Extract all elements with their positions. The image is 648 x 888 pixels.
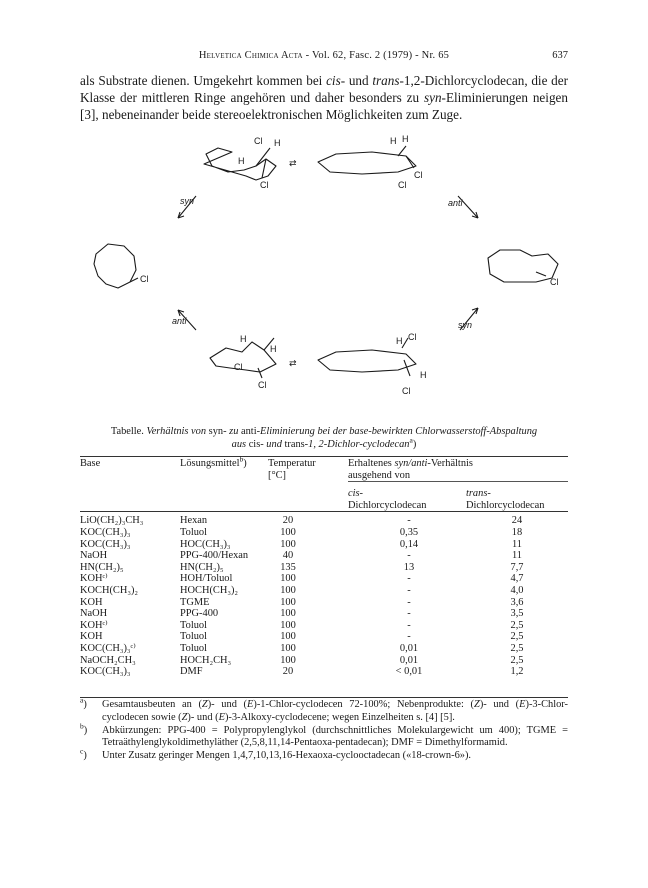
- table-bottom-rule: [80, 697, 568, 698]
- cell-trans: 3,6: [510, 596, 524, 608]
- subheader-trans: [466, 482, 568, 512]
- subheader-trans-name: Dichlorcyclodecan: [466, 499, 545, 511]
- page-number: 637: [552, 50, 568, 61]
- footnote-b: $^b$) Abkürzungen: PPG-400 = Polypropylenglykol (durchschnittliches Molekulargewicht um 400); TGME = Tetraäthylenglykoldimethyläther (2,5,8,11,14-Pentaoxa-pentadecan); DMF = Dimethylformamid.: [80, 721, 568, 749]
- label-anti: anti: [448, 198, 463, 208]
- footnote-e: E: [519, 699, 526, 710]
- cell-base: KOH: [80, 596, 103, 608]
- cell-temp: 40: [282, 550, 294, 562]
- footnote-text: Unter Zusatz geringer Mengen 1,4,7,10,13,16-Hexaoxa-cyclooctadecan («18-crown-6»).: [102, 750, 472, 762]
- cell-cis: -: [407, 573, 411, 585]
- label-cl: Cl: [408, 332, 417, 342]
- header-temp-unit: [°C]: [268, 469, 287, 481]
- cell-solvent: HOCH₂CH₃: [180, 654, 232, 666]
- footnote-text: )-3-Alkoxy-cyclodecene; wegen Einzelheiten s. [4] [5].: [224, 711, 455, 723]
- caption-text: ): [412, 439, 417, 450]
- footnote-text: )-1-Chlor-cyclodecen 72-100%; Nebenprodukte: (: [253, 699, 475, 710]
- label-syn: syn: [458, 320, 473, 330]
- footnotes: [80, 695, 568, 763]
- cell-base: HN(CH₂)₅: [80, 561, 124, 573]
- caption-text: und: [266, 439, 282, 450]
- cell-solvent: TGME: [180, 596, 210, 608]
- footnote-z: Z: [474, 699, 480, 710]
- label-cl: Cl: [254, 136, 263, 146]
- table-row: [80, 666, 568, 678]
- label-h: H: [402, 134, 409, 144]
- footnote-z: Z: [201, 699, 208, 710]
- cell-trans: 11: [511, 538, 522, 550]
- footnote-e: E: [218, 711, 225, 723]
- table-row: [80, 597, 568, 609]
- header-temp: [268, 458, 348, 482]
- cell-cis: -: [407, 619, 411, 631]
- label-cl: Cl: [402, 386, 411, 396]
- table-row: [80, 620, 568, 632]
- subheader-trans-prefix: trans-: [466, 488, 491, 500]
- journal-name: Helvetica Chimica Acta: [198, 50, 303, 61]
- label-h: H: [270, 344, 277, 354]
- table-row: [80, 515, 568, 527]
- cell-temp: 100: [280, 584, 296, 596]
- table-row: [80, 608, 568, 620]
- table-row: [80, 585, 568, 597]
- footnote-text: Gesamtausbeuten an (: [102, 699, 202, 710]
- header-ratio-syn-anti: syn/anti: [394, 458, 428, 469]
- header-base: Base: [80, 458, 101, 469]
- cell-solvent: HOCH(CH₃)₂: [180, 584, 239, 596]
- cell-cis: 0,01: [399, 654, 419, 666]
- table-row: [80, 562, 568, 574]
- label-h: H: [396, 336, 403, 346]
- label-cl: Cl: [140, 274, 149, 284]
- cell-base: KOCH(CH₃)₂: [80, 584, 139, 596]
- subheader-cis-prefix: cis-: [348, 488, 364, 500]
- cell-trans: 11: [511, 550, 522, 562]
- subheader-cis-name: Dichlorcyclodecan: [348, 499, 427, 511]
- label-cl: Cl: [260, 180, 269, 190]
- left-cyclodecene: [94, 244, 136, 288]
- footnote-mark: c: [80, 746, 84, 756]
- cell-cis: -: [407, 515, 411, 527]
- cell-solvent: Toluol: [180, 631, 207, 643]
- cell-cis: < 0,01: [395, 666, 423, 678]
- caption-text: Verhältnis von: [146, 426, 207, 437]
- cell-base: KOC(CH₃)₃: [80, 666, 131, 678]
- cell-base: KOC(CH₃)₃: [80, 538, 131, 550]
- caption-text: anti-: [238, 426, 261, 437]
- cell-solvent: PPG-400/Hexan: [180, 550, 249, 562]
- journal-details: - Vol. 62, Fasc. 2 (1979) - Nr. 65: [302, 50, 450, 61]
- table-header-row: [80, 458, 568, 482]
- subheader-cis: [348, 482, 466, 512]
- intro-text: und: [345, 73, 373, 88]
- trans-ring-bottom: [318, 350, 416, 372]
- equilibrium-arrow: ⇄: [289, 358, 297, 368]
- cell-solvent: DMF: [180, 666, 203, 678]
- intro-cis: cis-: [326, 73, 346, 88]
- right-cyclodecene: [488, 250, 558, 282]
- cell-temp: 100: [280, 619, 296, 631]
- cell-cis: 13: [403, 561, 415, 573]
- cell-base: KOH: [80, 631, 103, 643]
- footnote-z: Z: [181, 711, 188, 723]
- table-subheader-row: [80, 482, 568, 512]
- intro-text: -Eliminierungen neigen [3], nebeneinander beide stereoelektronischen Möglichkeiten zum Zuge.: [80, 90, 568, 122]
- cell-solvent: Hexan: [180, 515, 208, 527]
- table-row: [80, 573, 568, 585]
- cell-cis: -: [407, 550, 411, 562]
- label-h: H: [274, 138, 281, 148]
- cell-temp: 100: [280, 573, 296, 585]
- footnote-mark: a: [80, 695, 84, 705]
- cell-trans: 2,5: [510, 619, 524, 631]
- label-h: H: [240, 334, 247, 344]
- label-cl: Cl: [234, 362, 243, 372]
- caption-text: zu: [229, 426, 239, 437]
- cell-trans: 18: [511, 526, 523, 538]
- table-row: [80, 655, 568, 667]
- cell-trans: 1,2: [510, 666, 524, 678]
- label-syn: syn: [180, 196, 195, 206]
- label-h: H: [420, 370, 427, 380]
- cell-trans: 24: [511, 515, 523, 527]
- cell-base: LiO(CH₂)₃CH₃: [80, 515, 144, 527]
- label-h: H: [238, 156, 245, 166]
- table-top-rule: [80, 456, 568, 457]
- header-temp-text: Temperatur: [268, 458, 316, 469]
- cell-solvent: Toluol: [180, 642, 207, 654]
- header-solvent-fn: b: [239, 454, 244, 464]
- table-row: [80, 527, 568, 539]
- equilibrium-arrow: ⇄: [289, 158, 297, 168]
- footnote-text: Abkürzungen: PPG-400 = Polypropylenglykol (durchschnittliches Molekulargewicht um 400); TGME = Tetraäthylenglykoldimethyläther (2,5,8,11,14-Pentaoxa-pentadecan); DMF = Dimethylformamid.: [102, 724, 568, 749]
- footnote-a: $^a$) Gesamtausbeuten an (Z)- und (E)-1-Chlor-cyclodecen 72-100%; Nebenprodukte: (Z)- und (E)-3-Chlor-cyclodecen sowie (Z)- und (E)-3-Alkoxy-cyclodecene; wegen Einzelheiten s. [4] [5].: [80, 695, 568, 723]
- cell-solvent: Toluol: [180, 619, 207, 631]
- reaction-scheme: [80, 132, 568, 410]
- cell-temp: 135: [280, 561, 296, 573]
- cell-solvent: PPG-400: [180, 608, 219, 620]
- cell-base: KOC(CH₃)₃: [80, 526, 131, 538]
- label-h: H: [390, 136, 397, 146]
- cell-temp: 100: [280, 608, 296, 620]
- cell-temp: 100: [280, 526, 296, 538]
- cell-temp: 20: [282, 515, 294, 527]
- header-ratio-text: -Verhältnis: [427, 458, 473, 469]
- label-cl: Cl: [258, 380, 267, 390]
- header-solvent: Lösungsmittel$^b$): [180, 454, 247, 469]
- cell-temp: 100: [280, 538, 296, 550]
- table-row: [80, 539, 568, 551]
- table-row: [80, 550, 568, 562]
- intro-syn: syn: [423, 90, 442, 105]
- table-row: [80, 643, 568, 655]
- table-row: [80, 631, 568, 643]
- cell-cis: -: [407, 596, 411, 608]
- cell-trans: 2,5: [510, 631, 524, 643]
- caption-text: 1, 2-Dichlor-cyclodecan: [308, 439, 410, 450]
- cell-trans: 3,5: [510, 608, 524, 620]
- header-ratio-text: Erhaltenes: [348, 458, 395, 469]
- cell-base: NaOH: [80, 608, 108, 620]
- cell-cis: 0,01: [399, 642, 419, 654]
- cis-ring-bottom: [210, 342, 276, 372]
- cell-temp: 100: [280, 654, 296, 666]
- cell-temp: 100: [280, 596, 296, 608]
- cell-trans: 4,7: [510, 573, 524, 585]
- cell-cis: -: [407, 631, 411, 643]
- trans-ring-top: [318, 152, 416, 174]
- cell-temp: 100: [280, 631, 296, 643]
- table-caption: [80, 425, 568, 451]
- caption-text: aus: [231, 439, 247, 450]
- cell-solvent: HOC(CH₃)₃: [180, 538, 231, 550]
- footnote-text: )- und (: [187, 711, 219, 723]
- data-table: [80, 454, 568, 678]
- footnote-text: )- und (: [479, 699, 520, 710]
- intro-text: 1,2-Dichlorcyclodecan, die der Klasse der mittleren Ringe angehören und daher besonders zu: [80, 73, 569, 105]
- cell-trans: 2,5: [510, 654, 524, 666]
- label-anti: anti: [172, 316, 187, 326]
- cell-cis: -: [407, 608, 411, 620]
- cell-temp: 100: [280, 642, 296, 654]
- cell-trans: 7,7: [510, 561, 524, 573]
- intro-text: als Substrate dienen. Umgekehrt kommen bei: [80, 73, 327, 88]
- cell-trans: 4,0: [510, 584, 524, 596]
- cell-cis: 0,14: [399, 538, 419, 550]
- cell-temp: 20: [282, 666, 294, 678]
- cell-cis: -: [407, 584, 411, 596]
- label-cl: Cl: [398, 180, 407, 190]
- footnote-text: )-3-Chlor-cyclodecen sowie (: [102, 699, 568, 723]
- header-ratio: [348, 458, 568, 482]
- caption-text: Eliminierung bei der base-bewirkten Chlorwasserstoff-Abspaltung: [260, 426, 538, 437]
- cell-base: NaOCH₂CH₃: [80, 654, 136, 666]
- intro-paragraph: [80, 72, 568, 123]
- caption-text: cis-: [246, 439, 267, 450]
- cell-base: NaOH: [80, 550, 108, 562]
- header-solvent-text: Lösungsmittel: [180, 458, 240, 469]
- caption-text: syn-: [206, 426, 230, 437]
- footnote-mark: b: [80, 721, 84, 731]
- label-cl: Cl: [550, 277, 559, 287]
- cell-solvent: HOH/Toluol: [180, 573, 233, 585]
- cell-solvent: HN(CH₂)₅: [180, 561, 224, 573]
- header-ratio-text: ausgehend von: [348, 469, 411, 481]
- caption-label: Tabelle.: [110, 426, 144, 437]
- cell-cis: 0,35: [399, 526, 419, 538]
- caption-text: trans-: [281, 439, 309, 450]
- label-cl: Cl: [414, 170, 423, 180]
- cell-solvent: Toluol: [180, 526, 207, 538]
- footnote-text: )- und (: [207, 699, 248, 710]
- cell-base: KOHᶜ⁾: [80, 619, 108, 631]
- cell-base: KOC(CH₃)₃ᶜ⁾: [80, 642, 136, 654]
- footnote-c: $^c$) Unter Zusatz geringer Mengen 1,4,7,10,13,16-Hexaoxa-cyclooctadecan («18-crown-6»).: [80, 750, 568, 763]
- journal-line: [80, 50, 568, 61]
- intro-trans: trans-: [372, 73, 404, 88]
- caption-footnote-mark: a: [409, 435, 413, 445]
- cell-trans: 2,5: [510, 642, 524, 654]
- footnote-e: E: [247, 699, 254, 710]
- cell-base: KOHᶜ⁾: [80, 573, 108, 585]
